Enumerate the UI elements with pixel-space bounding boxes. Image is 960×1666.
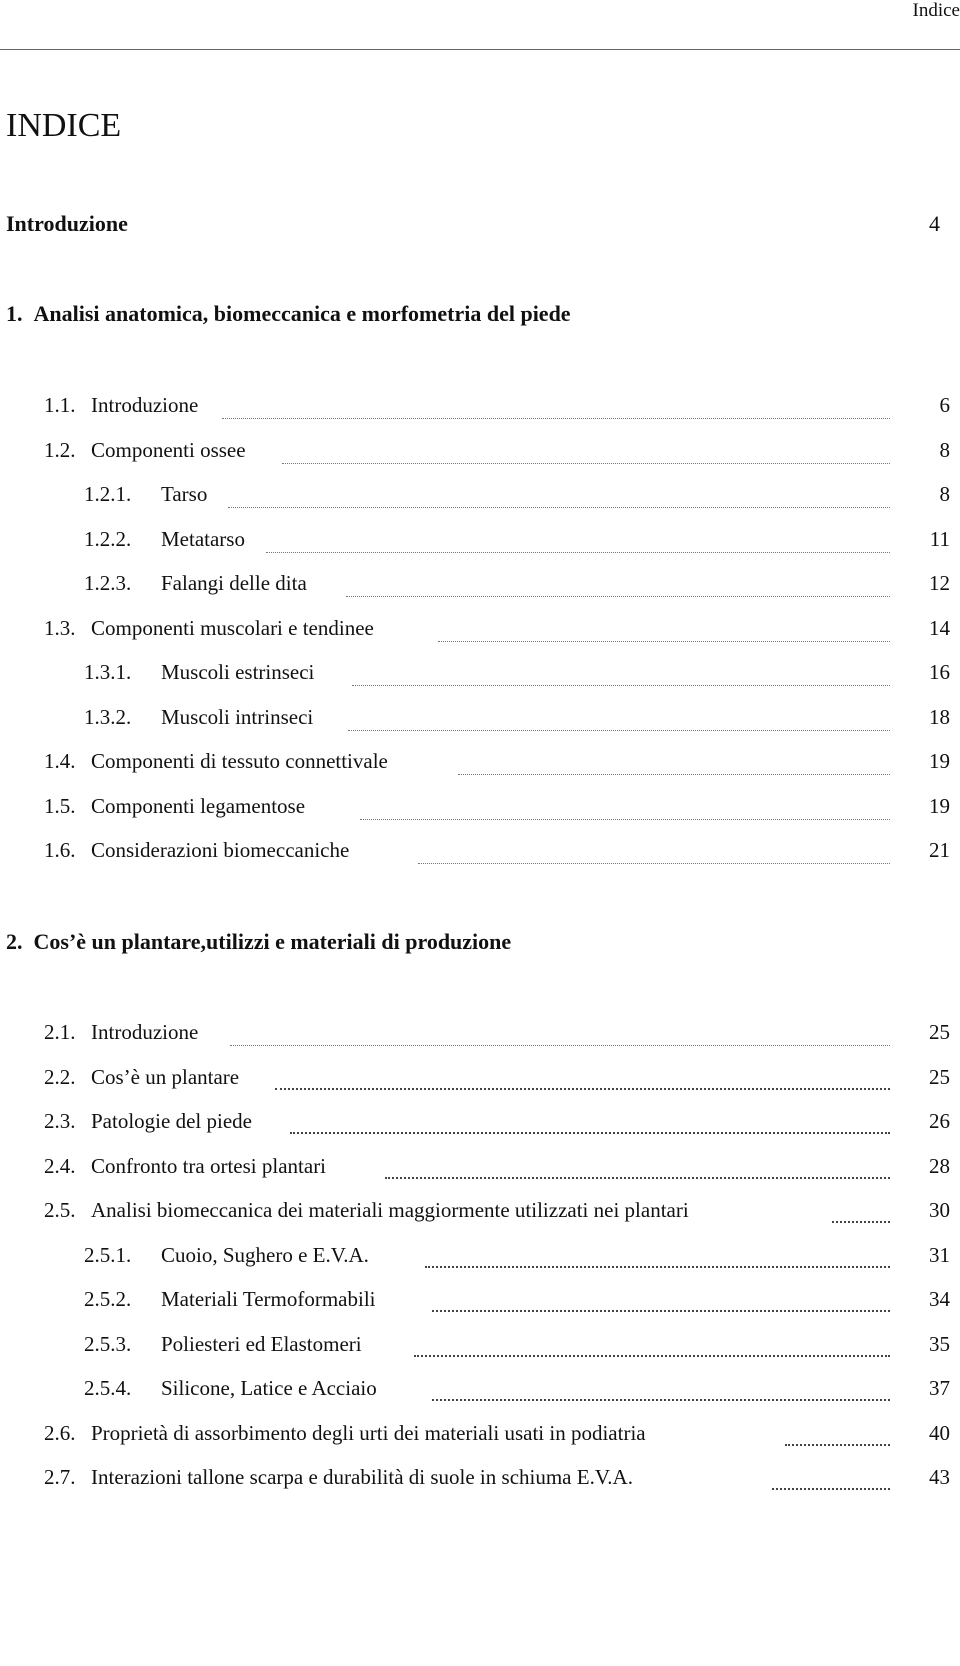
toc-entry-page: 16 [929, 660, 950, 684]
toc-entry-title: Materiali Termoformabili [161, 1287, 376, 1311]
toc-entry-number: 1.4. [44, 749, 76, 773]
toc-entry-title: Patologie del piede [91, 1109, 252, 1133]
toc-entry-title: Componenti muscolari e tendinee [91, 615, 374, 640]
toc-entry-number: 2.5.1. [84, 1242, 132, 1267]
toc-entry[interactable] [0, 1153, 960, 1198]
toc-entry-number: 1.2.1. [84, 482, 132, 506]
toc-entry[interactable] [0, 704, 960, 749]
toc-entry-page: 35 [929, 1331, 950, 1356]
toc-entry-page: 8 [939, 437, 950, 462]
toc-entry-title: Muscoli intrinseci [161, 704, 314, 729]
toc-entry-leader [282, 437, 890, 464]
toc-entry-leader [275, 1064, 890, 1090]
toc-entry-title: Componenti di tessuto connettivale [91, 749, 388, 773]
toc-entry-page: 31 [929, 1242, 950, 1267]
toc-entry-leader [222, 392, 890, 419]
toc-entry-page: 28 [929, 1153, 950, 1178]
toc-entry-number: 1.2. [44, 437, 76, 462]
toc-entry-leader [348, 704, 890, 731]
toc-entry-leader [352, 659, 890, 686]
toc-entry-title: Falangi delle dita [161, 571, 307, 595]
toc-entry-title: Proprietà di assorbimento degli urti dei materiali usati in podiatria [91, 1420, 646, 1445]
toc-entry-number: 1.2.2. [84, 526, 132, 551]
chapter-2-toc-list [0, 1019, 960, 1509]
toc-entry-title: Introduzione [91, 393, 199, 417]
toc-entry-number: 1.5. [44, 793, 76, 818]
toc-entry-title: Interazioni tallone scarpa e durabilità di suole in schiuma E.V.A. [91, 1465, 633, 1489]
toc-entry-leader [290, 1108, 890, 1134]
toc-entry[interactable] [0, 615, 960, 660]
toc-entry[interactable] [0, 748, 960, 793]
toc-entry-title: Poliesteri ed Elastomeri [161, 1331, 362, 1356]
toc-entry-page: 4 [929, 211, 940, 236]
toc-entry-number: 2.1. [44, 1020, 76, 1044]
toc-entry-title: Analisi biomeccanica dei materiali maggiormente utilizzati nei plantari [91, 1198, 689, 1222]
toc-entry-page: 14 [929, 615, 950, 640]
toc-entry-title: Silicone, Latice e Acciaio [161, 1376, 377, 1400]
toc-entry[interactable] [0, 481, 960, 526]
toc-entry-page: 19 [929, 793, 950, 818]
toc-entry[interactable] [0, 1464, 960, 1509]
toc-entry-leader [418, 837, 890, 864]
toc-entry[interactable] [0, 1286, 960, 1331]
toc-entry-page: 6 [939, 393, 950, 417]
toc-entry[interactable] [0, 392, 960, 437]
page-title: INDICE [6, 107, 122, 144]
toc-entry-title: Introduzione [91, 1020, 199, 1044]
toc-entry[interactable] [0, 526, 960, 571]
toc-entry-number: 1.1. [44, 393, 76, 417]
toc-entry-number: 1.3.2. [84, 704, 132, 729]
toc-entry-leader [432, 1375, 890, 1401]
running-header: Indice [912, 0, 960, 21]
toc-entry-number: 2.5.2. [84, 1287, 132, 1311]
toc-entry[interactable] [0, 837, 960, 882]
toc-entry-number: 2.5.3. [84, 1331, 132, 1356]
toc-entry-page: 34 [929, 1287, 950, 1311]
toc-entry-title: Considerazioni biomeccaniche [91, 838, 350, 862]
chapter-1-heading: 1. Analisi anatomica, biomeccanica e morfometria del piede [6, 301, 571, 326]
toc-entry-number: 1.2.3. [84, 571, 132, 595]
toc-entry-number: 2.7. [44, 1465, 76, 1489]
toc-entry-leader [785, 1420, 890, 1446]
toc-entry-leader [385, 1153, 890, 1179]
toc-entry-page: 19 [929, 749, 950, 773]
toc-entry-page: 8 [939, 482, 950, 506]
toc-entry-page: 30 [929, 1198, 950, 1222]
toc-entry-title: Componenti legamentose [91, 793, 306, 818]
toc-entry-leader [346, 570, 890, 597]
toc-entry-page: 25 [929, 1064, 950, 1089]
toc-entry-title: Introduzione [6, 211, 128, 236]
chapter-2-heading: 2. Cos’è un plantare,utilizzi e materiali di produzione [6, 929, 512, 954]
toc-entry-number: 2.6. [44, 1420, 76, 1445]
toc-entry-leader [772, 1464, 890, 1490]
toc-entry-leader [832, 1197, 890, 1223]
toc-entry-page: 26 [929, 1109, 950, 1133]
toc-entry-page: 11 [929, 526, 950, 551]
toc-entry-number: 1.6. [44, 838, 76, 862]
toc-entry-title: Muscoli estrinseci [161, 660, 315, 684]
toc-entry-number: 2.2. [44, 1064, 76, 1089]
toc-entry-leader [230, 1019, 890, 1046]
toc-entry[interactable] [0, 659, 960, 704]
toc-entry-title: Metatarso [161, 526, 245, 551]
header-divider [0, 49, 960, 50]
toc-entry-leader [228, 481, 890, 508]
toc-entry-leader [438, 615, 890, 642]
toc-entry-page: 43 [929, 1465, 950, 1489]
toc-entry[interactable] [0, 1331, 960, 1376]
toc-entry[interactable] [0, 1242, 960, 1287]
toc-entry[interactable] [0, 570, 960, 615]
toc-entry[interactable] [0, 1375, 960, 1420]
toc-entry-number: 2.3. [44, 1109, 76, 1133]
toc-entry-leader [266, 526, 890, 553]
toc-entry-page: 40 [929, 1420, 950, 1445]
toc-entry-number: 1.3. [44, 615, 76, 640]
toc-entry-leader [432, 1286, 890, 1312]
toc-entry-number: 1.3.1. [84, 660, 132, 684]
toc-entry[interactable] [0, 793, 960, 838]
toc-entry-leader [458, 748, 890, 775]
toc-entry-title: Tarso [161, 482, 208, 506]
toc-entry-number: 2.4. [44, 1153, 76, 1178]
toc-entry-page: 37 [929, 1376, 950, 1400]
toc-entry-title: Cos’è un plantare [91, 1064, 240, 1089]
toc-entry-leader [414, 1331, 890, 1357]
toc-entry-page: 21 [929, 838, 950, 862]
toc-entry-introduzione[interactable] [6, 211, 940, 237]
toc-entry-title: Cuoio, Sughero e E.V.A. [161, 1242, 369, 1267]
toc-entry-title: Componenti ossee [91, 437, 246, 462]
toc-entry-leader [425, 1242, 890, 1268]
toc-entry-leader [360, 793, 890, 820]
toc-entry-page: 25 [929, 1020, 950, 1044]
toc-entry[interactable] [0, 1420, 960, 1465]
chapter-1-toc-list [0, 392, 960, 882]
toc-entry-number: 2.5.4. [84, 1376, 132, 1400]
toc-entry-page: 18 [929, 704, 950, 729]
toc-entry[interactable] [0, 1108, 960, 1153]
toc-entry-number: 2.5. [44, 1198, 76, 1222]
toc-entry[interactable] [0, 1064, 960, 1109]
toc-entry[interactable] [0, 437, 960, 482]
toc-entry-page: 12 [929, 571, 950, 595]
toc-entry[interactable] [0, 1019, 960, 1064]
toc-entry-title: Confronto tra ortesi plantari [91, 1153, 327, 1178]
toc-entry[interactable] [0, 1197, 960, 1242]
